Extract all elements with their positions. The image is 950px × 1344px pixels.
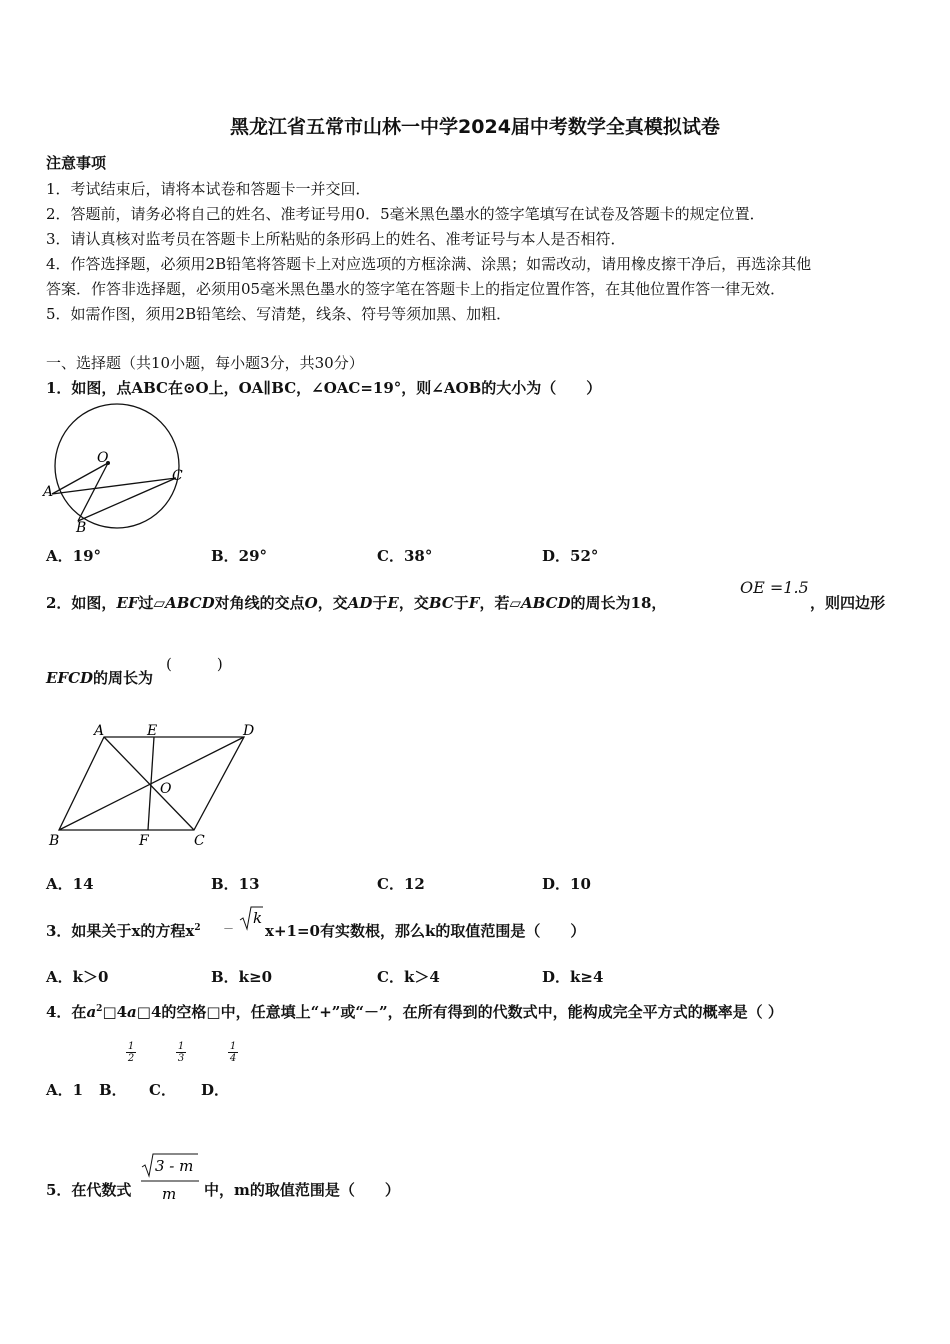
question-4-stem: 4．在$a^2□4a□4$的空格□中，任意填上“+”或“－”，在所有得到的代数式中，能构成完全平方式的概率是（ ）: [46, 1003, 783, 1021]
notice-item: 3．请认真核对监考员在答题卡上所粘贴的条形码上的姓名、准考证号与本人是否相符．: [46, 230, 626, 248]
option-c: C．: [149, 1081, 176, 1099]
minus-sign: －: [223, 922, 234, 935]
option-a: A．19°: [46, 547, 102, 565]
fraction-half: $\frac{1}{2}$: [127, 1041, 135, 1064]
sqrt-k: [238, 904, 264, 932]
option-b: B．: [99, 1081, 127, 1099]
parallelogram-diagram: [40, 718, 265, 853]
formula-oe: OE =1.5: [740, 578, 809, 597]
option-a: A．14: [46, 875, 94, 893]
svg-text:3 - m: 3 - m: [155, 1157, 194, 1175]
question-2-stem-end: ，则四边形: [810, 594, 886, 612]
point-label-A: A: [94, 723, 105, 739]
point-label-A: A: [43, 484, 54, 500]
notice-item: 1．考试结束后，请将本试卷和答题卡一并交回．: [46, 180, 371, 198]
point-label-C: C: [194, 833, 205, 849]
question-1-stem: 1．如图，点ABC在⊙O上，OA∥BC，∠OAC=19°，则∠AOB的大小为（ ）: [46, 379, 602, 397]
point-label-F: F: [139, 833, 149, 849]
question-2-stem-line2: EFCD的周长为: [46, 669, 154, 687]
question-2-stem: 2．如图，EF过▱ABCD对角线的交点O，交AD于E，交BC于F，若▱ABCD的周长为18，: [46, 594, 667, 612]
option-a: A．k＞0: [46, 968, 109, 986]
option-d: D．10: [542, 875, 591, 893]
point-label-E: E: [147, 723, 158, 739]
point-label-B: B: [49, 833, 60, 849]
notice-item: 2．答题前，请务必将自己的姓名、准考证号用0．5毫米黑色墨水的签字笔填写在试卷及答题卡的规定位置．: [46, 205, 765, 223]
point-label-O: O: [160, 781, 172, 797]
point-label-C: C: [172, 468, 183, 484]
option-d: D．: [201, 1081, 230, 1099]
option-d: D．k≥4: [542, 968, 604, 986]
fraction-third: $\frac{1}{3}$: [177, 1041, 185, 1064]
notice-item: 答案．作答非选择题，必须用05毫米黑色墨水的签字笔在答题卡上的指定位置作答，在其他位置作答一律无效．: [46, 280, 786, 298]
answer-paren: ( ): [166, 655, 223, 673]
svg-text:k: k: [253, 909, 263, 927]
page-title: 黑龙江省五常市山林一中学2024届中考数学全真模拟试卷: [230, 116, 720, 138]
question-3-stem-end: x+1=0有实数根，那么k的取值范围是（ ）: [265, 922, 586, 940]
option-b: B．13: [211, 875, 260, 893]
circle-diagram: [40, 400, 190, 535]
option-c: C．k＞4: [377, 968, 440, 986]
question-3-stem: 3．如果关于x的方程$x^2$: [46, 922, 201, 940]
question-5-stem-end: 中，m的取值范围是（ ）: [204, 1181, 400, 1199]
option-c: C．38°: [377, 547, 433, 565]
fraction-sqrt-expression: [138, 1150, 202, 1206]
fraction-quarter: $\frac{1}{4}$: [229, 1041, 237, 1064]
option-c: C．12: [377, 875, 425, 893]
question-5-stem: 5．在代数式: [46, 1181, 132, 1199]
point-label-B: B: [76, 520, 87, 535]
notice-heading: 注意事项: [46, 154, 107, 172]
point-label-D: D: [243, 723, 255, 739]
option-a: A．1: [46, 1081, 84, 1099]
option-d: D．52°: [542, 547, 599, 565]
notice-item: 4．作答选择题，必须用2B铅笔将答题卡上对应选项的方框涂满、涂黑；如需改动，请用橡皮擦干净后，再选涂其他: [46, 255, 812, 273]
option-b: B．k≥0: [211, 968, 273, 986]
section-heading: 一、选择题（共10小题，每小题3分，共30分）: [46, 354, 364, 372]
option-b: B．29°: [211, 547, 268, 565]
notice-item: 5．如需作图，须用2B铅笔绘、写清楚，线条、符号等须加黑、加粗．: [46, 305, 512, 323]
point-label-O: O: [97, 450, 109, 466]
svg-text:m: m: [162, 1185, 177, 1203]
